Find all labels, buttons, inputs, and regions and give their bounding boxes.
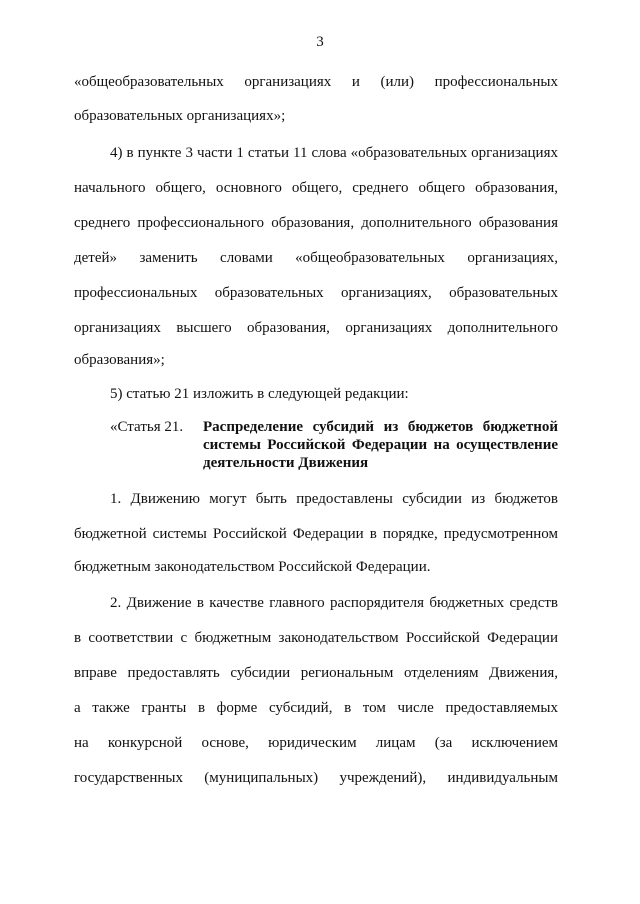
text-line: «общеобразовательных организациях и (или) профессиональных [74, 74, 558, 90]
text-line: образовательных организациях»; [74, 108, 286, 124]
text-line: профессиональных образовательных организациях, образовательных [74, 285, 558, 301]
text-line: 1. Движению могут быть предоставлены субсидии из бюджетов [110, 491, 558, 507]
text-line: детей» заменить словами «общеобразовательных организациях, [74, 250, 558, 266]
text-line: 5) статью 21 изложить в следующей редакции: [110, 386, 409, 402]
page-number: 3 [316, 34, 324, 50]
text-line: начального общего, основного общего, среднего общего образования, [74, 180, 558, 196]
text-line: бюджетным законодательством Российской Федерации. [74, 559, 431, 575]
text-line: а также гранты в форме субсидий, в том числе предоставляемых [74, 700, 558, 716]
text-line: 4) в пункте 3 части 1 статьи 11 слова «образовательных организациях [110, 145, 558, 161]
text-line: вправе предоставлять субсидии региональным отделениям Движения, [74, 665, 558, 681]
text-line: на конкурсной основе, юридическим лицам (за исключением [74, 735, 558, 751]
text-line: в соответствии с бюджетным законодательством Российской Федерации [74, 630, 558, 646]
article-title-line: деятельности Движения [203, 455, 369, 471]
text-line: бюджетной системы Российской Федерации в порядке, предусмотренном [74, 526, 558, 542]
article-label: «Статья 21. [110, 419, 184, 435]
article-title-line: Распределение субсидий из бюджетов бюджетной [203, 419, 558, 435]
article-title-line: системы Российской Федерации на осуществление [203, 437, 558, 453]
text-line: среднего профессионального образования, дополнительного образования [74, 215, 558, 231]
text-line: государственных (муниципальных) учреждений), индивидуальным [74, 770, 558, 786]
text-line: образования»; [74, 352, 165, 368]
text-line: организациях высшего образования, организациях дополнительного [74, 320, 558, 336]
text-line: 2. Движение в качестве главного распорядителя бюджетных средств [110, 595, 558, 611]
